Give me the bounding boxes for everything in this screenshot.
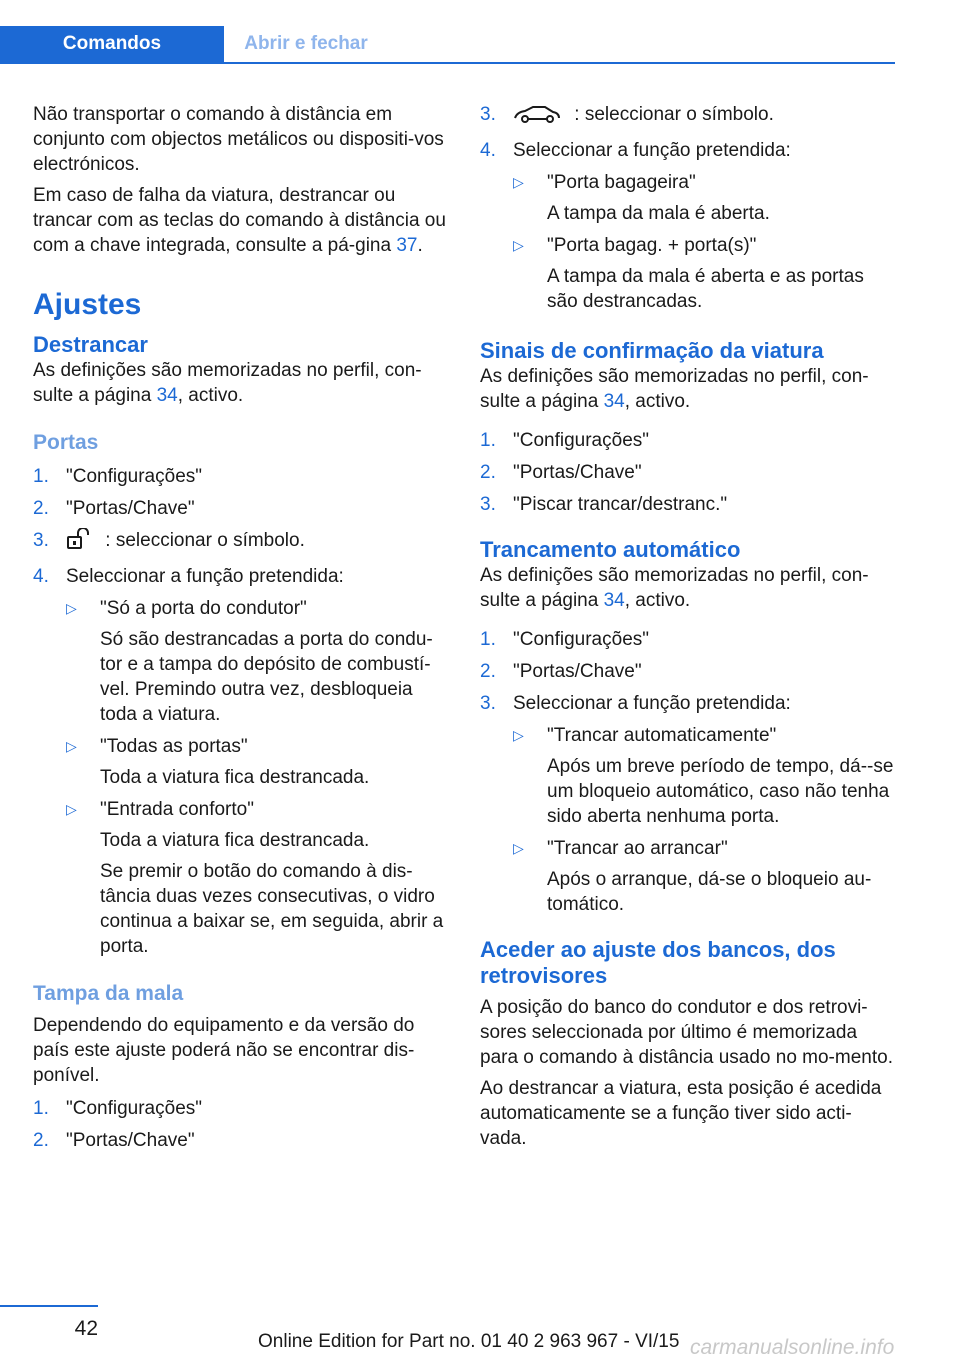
tampa-options bbox=[513, 170, 895, 314]
bullet-item: ▷ "Trancar ao arrancar" Após o arranque, dá-se o bloqueio au-tomático. bbox=[513, 838, 872, 915]
tranc-steps bbox=[480, 627, 895, 917]
page-link-37[interactable]: 37 bbox=[396, 235, 418, 256]
right-column bbox=[480, 102, 895, 1157]
triangle-bullet-icon: ▷ bbox=[66, 600, 77, 616]
bullet-item: ▷ "Todas as portas" Toda a viatura fica destrancada. bbox=[66, 736, 370, 788]
list-item: 2. "Portas/Chave" bbox=[480, 462, 642, 483]
paragraph-vehicle-failure: Em caso de falha da viatura, destrancar ou trancar com as teclas do comando à distância ou com a chave integrada, consulte a pá-gina 37. bbox=[33, 185, 446, 256]
paragraph-profile-note: As definições são memorizadas no perfil, con-sulte a página 34, activo. bbox=[33, 360, 422, 406]
triangle-bullet-icon: ▷ bbox=[513, 237, 524, 253]
portas-steps bbox=[33, 464, 448, 959]
list-item: 2. "Portas/Chave" bbox=[33, 1130, 195, 1151]
tab-abrir-e-fechar[interactable]: Abrir e fechar bbox=[244, 33, 368, 54]
triangle-bullet-icon: ▷ bbox=[513, 840, 524, 856]
tab-comandos[interactable]: Comandos bbox=[0, 26, 224, 62]
bullet-item: ▷ "Trancar automaticamente" Após um breve período de tempo, dá--se um bloqueio automático, caso não tenha sido aberta nenhuma porta. bbox=[513, 725, 894, 827]
list-item: 2. "Portas/Chave" bbox=[33, 498, 195, 519]
portas-options bbox=[66, 596, 448, 959]
triangle-bullet-icon: ▷ bbox=[513, 174, 524, 190]
page-link-34[interactable]: 34 bbox=[156, 385, 178, 406]
tranc-options bbox=[513, 723, 895, 917]
list-item: 3. Seleccionar a função pretendida: ▷ "Trancar automaticamente" Após um breve período de tempo, dá--se um bloqueio automático, caso não tenha sido aberta nenhuma porta. ▷ "Trancar ao arrancar" Após o arranque, dá-se o bloqueio au-tomático. bbox=[480, 693, 894, 915]
list-item: 1. "Configurações" bbox=[33, 466, 203, 487]
list-item: 1. "Configurações" bbox=[480, 430, 650, 451]
left-column bbox=[33, 102, 448, 1160]
edition-line: Online Edition for Part no. 01 40 2 963 967 - VI/15 bbox=[258, 1331, 680, 1352]
tampa-steps-continued bbox=[480, 102, 895, 314]
bullet-item: ▷ "Só a porta do condutor" Só são destrancadas a porta do condu-tor e a tampa do depósito de combustí-vel. Premindo outra vez, desbloqueia toda a viatura. bbox=[66, 598, 433, 725]
car-trunk-icon bbox=[513, 104, 561, 131]
paragraph-tampa-note: Dependendo do equipamento e da versão do país este ajuste poderá não se encontrar dis-ponível. bbox=[33, 1015, 415, 1086]
heading-sinais-confirmacao: Sinais de confirmação da viatura bbox=[480, 338, 824, 363]
heading-portas: Portas bbox=[33, 431, 99, 454]
tampa-steps bbox=[33, 1096, 448, 1153]
heading-ajustes: Ajustes bbox=[33, 288, 142, 321]
heading-aceder-ajuste: Aceder ao ajuste dos bancos, dos retrovisores bbox=[480, 937, 836, 988]
triangle-bullet-icon: ▷ bbox=[66, 738, 77, 754]
list-item: 3. : seleccionar o símbolo. bbox=[33, 528, 448, 557]
paragraph-aceder-2: Ao destrancar a viatura, esta posição é acedida automaticamente se a função tiver sido acti-vada. bbox=[480, 1078, 882, 1149]
triangle-bullet-icon: ▷ bbox=[513, 727, 524, 743]
bullet-item: ▷ "Porta bagag. + porta(s)" A tampa da mala é aberta e as portas são destrancadas. bbox=[513, 235, 864, 312]
page-number: 42 bbox=[74, 1317, 98, 1340]
bullet-item: ▷ "Entrada conforto" Toda a viatura fica destrancada. Se premir o botão do comando à dis-tância duas vezes consecutivas, o vidro continua a baixar se, em seguida, abrir a porta. bbox=[66, 799, 444, 957]
sinais-steps bbox=[480, 428, 895, 517]
paragraph-sinais-note: As definições são memorizadas no perfil, con-sulte a página 34, activo. bbox=[480, 366, 869, 412]
list-item: 3. "Piscar trancar/destranc." bbox=[480, 494, 728, 515]
list-item: 2. "Portas/Chave" bbox=[480, 661, 642, 682]
list-item: 4. Seleccionar a função pretendida: ▷ "Só a porta do condutor" Só são destrancadas a porta do condu-tor e a tampa do depósito de combustí-vel. Premindo outra vez, desbloqueia toda a viatura. ▷ "Todas as portas" Toda a viatura fica destrancada. ▷ "Entrada conforto" Toda a viatura fica destrancada. Se premir o botão do comando à dis-tância duas vezes consecutivas, o vidro continua a baixar se, em seguida, abrir a porta. bbox=[33, 564, 448, 959]
list-item: 3. : seleccionar o símbolo. bbox=[480, 102, 895, 131]
chapter-tab-bar bbox=[0, 26, 895, 64]
heading-tampa-da-mala: Tampa da mala bbox=[33, 982, 184, 1005]
page-link-34[interactable]: 34 bbox=[603, 590, 625, 611]
paragraph-aceder-1: A posição do banco do condutor e dos retrovi-sores seleccionada por último é memorizada para o comando à distância usado no mo-mento. bbox=[480, 997, 893, 1068]
page-link-34[interactable]: 34 bbox=[603, 391, 625, 412]
unlock-icon bbox=[66, 528, 92, 557]
heading-trancamento-automatico: Trancamento automático bbox=[480, 537, 741, 562]
triangle-bullet-icon: ▷ bbox=[66, 801, 77, 817]
paragraph-tranc-note: As definições são memorizadas no perfil, con-sulte a página 34, activo. bbox=[480, 565, 869, 611]
watermark: carmanualsonline.info bbox=[690, 1336, 895, 1359]
bullet-item: ▷ "Porta bagageira" A tampa da mala é aberta. bbox=[513, 172, 770, 224]
list-item: 4. Seleccionar a função pretendida: ▷ "Porta bagageira" A tampa da mala é aberta. ▷ "Porta bagag. + porta(s)" A tampa da mala é aberta e as portas são destrancadas. bbox=[480, 138, 895, 314]
paragraph-transport-warning: Não transportar o comando à distância em conjunto com objectos metálicos ou dispositi-vos electrónicos. bbox=[33, 104, 444, 175]
footer-rule bbox=[0, 1305, 98, 1307]
list-item: 1. "Configurações" bbox=[33, 1098, 203, 1119]
list-item: 1. "Configurações" bbox=[480, 629, 650, 650]
heading-destrancar: Destrancar bbox=[33, 332, 148, 357]
